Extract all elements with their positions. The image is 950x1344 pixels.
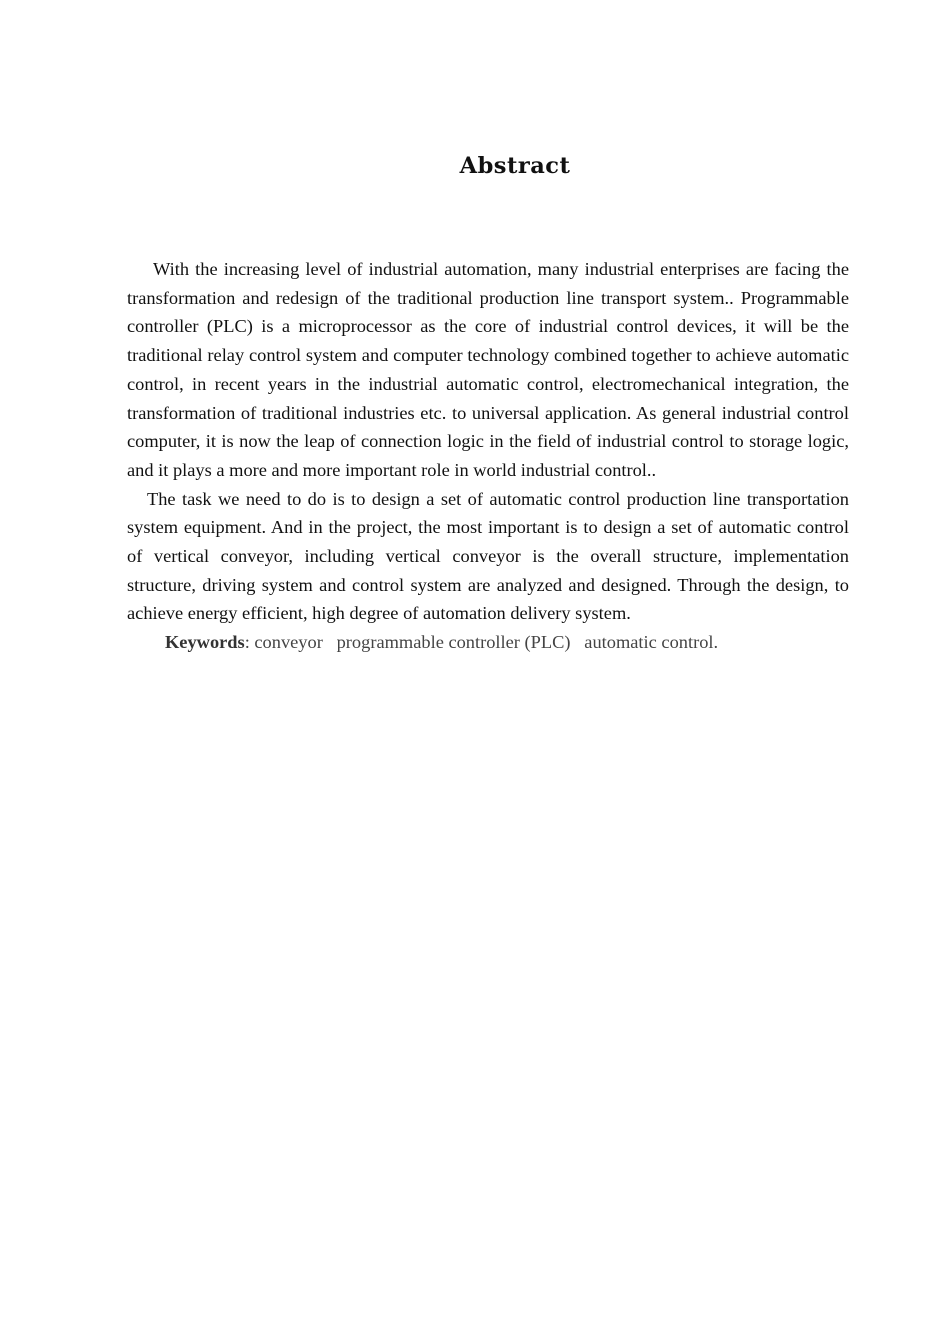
abstract-body [127,255,849,657]
keywords-list: : conveyor programmable controller (PLC) automatic control. [244,632,719,653]
keywords-line [127,628,849,657]
abstract-paragraph-1: With the increasing level of industrial automation, many industrial enterprises are facing the transformation and redesign of the traditional production line transport system.. Programmable controller (PLC) is a microprocessor as the core of industrial control devices, it will be the traditional relay control system and computer technology combined together to achieve automatic control, in recent years in the industrial automatic control, electromechanical integration, the transformation of traditional industries etc. to universal application. As general industrial control computer, it is now the leap of connection logic in the field of industrial control to storage logic, and it plays a more and more important role in world industrial control.. [127,259,849,480]
abstract-paragraph-2: The task we need to do is to design a set of automatic control production line transportation system equipment. And in the project, the most important is to design a set of automatic control of vertical conveyor, including vertical conveyor is the overall structure, implementation structure, driving system and control system are analyzed and designed. Through the design, to achieve energy efficient, high degree of automation delivery system. [127,488,849,624]
abstract-title: Abstract [459,153,571,179]
keywords-label: Keywords [165,632,245,653]
